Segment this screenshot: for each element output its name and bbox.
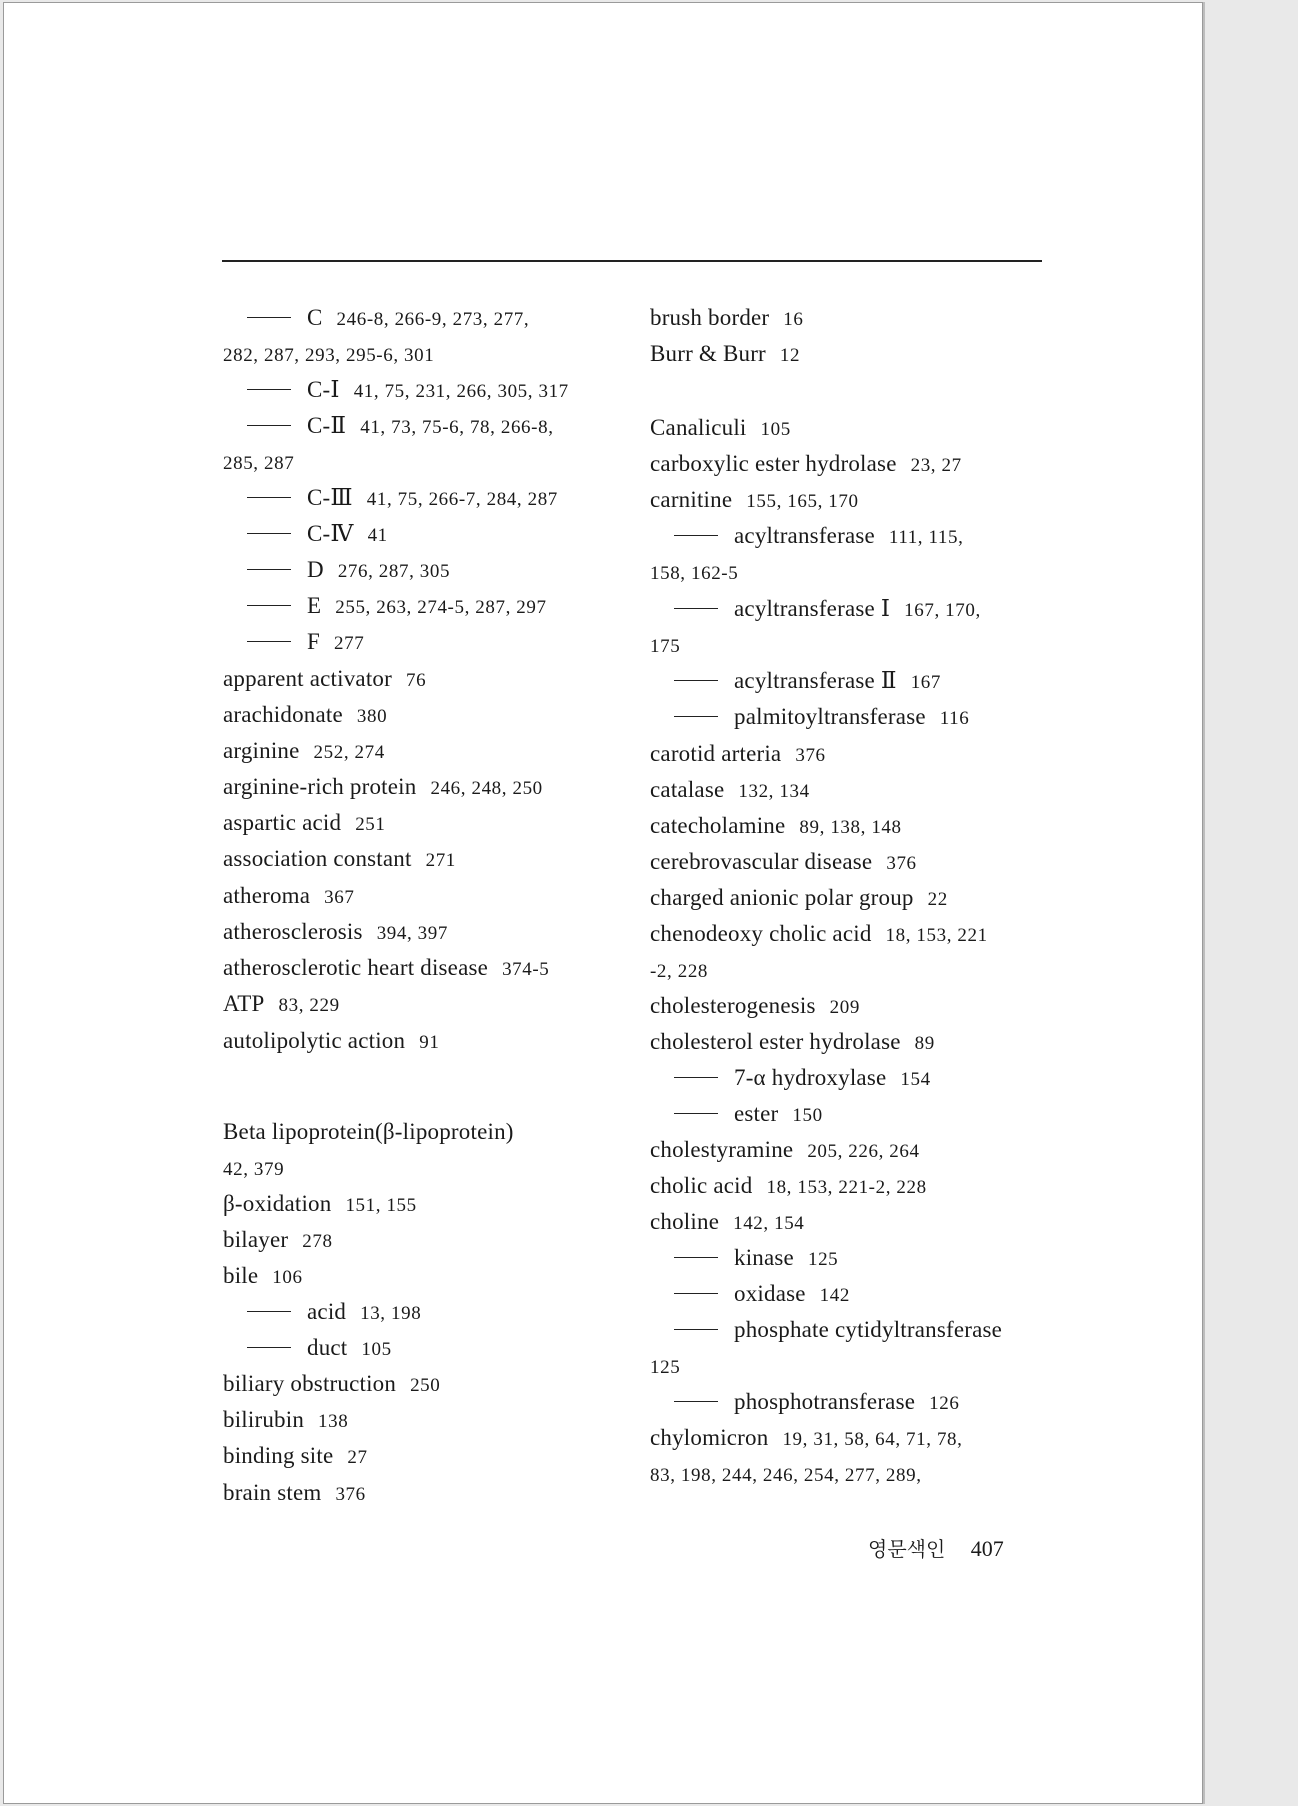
page-references: -2, 228: [650, 961, 709, 982]
footer-section-title: 영문색인: [868, 1537, 946, 1561]
page-references: 12: [779, 345, 801, 366]
index-term: 7-α hydroxylase: [734, 1065, 887, 1090]
page-references: 367: [324, 887, 355, 908]
index-entry: [650, 741, 826, 769]
index-term: C-Ⅳ: [307, 521, 354, 546]
index-term: Beta lipoprotein(β-lipoprotein): [223, 1119, 514, 1144]
index-page: [3, 2, 1203, 1804]
page-references: 41, 75, 266-7, 284, 287: [366, 489, 558, 510]
page-references: 394, 397: [376, 923, 448, 944]
index-subentry: [223, 1299, 421, 1327]
index-subentry: [223, 305, 529, 333]
repeat-dash: [674, 716, 718, 717]
index-entry: [650, 451, 962, 479]
repeat-dash: [674, 680, 718, 681]
page-references: 151, 155: [345, 1195, 417, 1216]
index-term: kinase: [734, 1245, 794, 1270]
index-entry: [650, 415, 791, 443]
index-term: charged anionic polar group: [650, 885, 914, 910]
page-references: 105: [760, 419, 791, 440]
index-term: phosphotransferase: [734, 1389, 916, 1414]
page-references: 19, 31, 58, 64, 71, 78,: [782, 1429, 963, 1450]
repeat-dash: [247, 641, 291, 642]
repeat-dash: [674, 608, 718, 609]
page-references: 41, 73, 75-6, 78, 266-8,: [360, 417, 554, 438]
index-subentry: [650, 1389, 959, 1417]
page-references: 27: [347, 1447, 368, 1468]
index-entry: [650, 813, 902, 841]
index-term: autolipolytic action: [223, 1028, 406, 1053]
index-subentry: [650, 1065, 931, 1093]
index-entry: [650, 341, 800, 369]
repeat-dash: [247, 497, 291, 498]
page-references: 155, 165, 170: [746, 491, 859, 512]
index-term: F: [307, 629, 320, 654]
page-references: 142: [819, 1285, 850, 1306]
index-term: β-oxidation: [223, 1191, 332, 1216]
index-subentry: [650, 1101, 823, 1129]
index-term: chylomicron: [650, 1425, 769, 1450]
page-references: 374-5: [502, 959, 550, 980]
index-entry: [223, 955, 549, 983]
page-references: 42, 379: [223, 1159, 285, 1180]
index-term: Burr & Burr: [650, 341, 766, 366]
index-subentry: [650, 596, 981, 624]
index-continuation: [223, 449, 294, 477]
index-entry: [223, 1028, 439, 1056]
index-term: palmitoyltransferase: [734, 704, 926, 729]
repeat-dash: [247, 1347, 291, 1348]
index-entry: [223, 1371, 440, 1399]
index-term: atheroma: [223, 883, 311, 908]
index-term: D: [307, 557, 324, 582]
page-references: 209: [829, 997, 860, 1018]
index-term: atherosclerosis: [223, 919, 363, 944]
page-references: 13, 198: [360, 1303, 422, 1324]
repeat-dash: [674, 1257, 718, 1258]
index-term: C-Ⅰ: [307, 377, 340, 402]
index-subentry: [223, 593, 547, 621]
repeat-dash: [674, 1293, 718, 1294]
index-entry: [223, 702, 387, 730]
index-term: chenodeoxy cholic acid: [650, 921, 872, 946]
page-references: 376: [335, 1484, 366, 1505]
page-references: 111, 115,: [888, 527, 964, 548]
index-entry: [650, 849, 917, 877]
index-term: ester: [734, 1101, 779, 1126]
page-references: 18, 153, 221-2, 228: [766, 1177, 927, 1198]
index-term: duct: [307, 1335, 348, 1360]
page-references: 175: [650, 636, 681, 657]
index-term: cholesterogenesis: [650, 993, 816, 1018]
page-references: 41, 75, 231, 266, 305, 317: [353, 381, 569, 402]
header-rule: [222, 260, 1042, 262]
index-entry: [650, 993, 860, 1021]
page-references: 158, 162-5: [650, 563, 739, 584]
page-references: 23, 27: [910, 455, 962, 476]
index-subentry: [223, 557, 450, 585]
repeat-dash: [674, 1329, 718, 1330]
page-references: 282, 287, 293, 295-6, 301: [223, 345, 435, 366]
page-references: 277: [334, 633, 365, 654]
page-references: 132, 134: [738, 781, 810, 802]
index-term: catecholamine: [650, 813, 786, 838]
index-term: brain stem: [223, 1480, 322, 1505]
page-references: 250: [410, 1375, 441, 1396]
index-subentry: [650, 1281, 850, 1309]
repeat-dash: [247, 533, 291, 534]
index-subentry: [650, 1317, 1016, 1345]
index-term: carotid arteria: [650, 741, 782, 766]
index-term: bilirubin: [223, 1407, 305, 1432]
index-term: acyltransferase Ⅰ: [734, 596, 891, 621]
page-references: 271: [425, 850, 456, 871]
index-entry: [650, 305, 804, 333]
index-entry: [650, 1029, 935, 1057]
index-entry: [650, 777, 810, 805]
page-references: 18, 153, 221: [885, 925, 988, 946]
page-references: 126: [929, 1393, 960, 1414]
index-entry: [223, 846, 456, 874]
repeat-dash: [674, 1401, 718, 1402]
index-entry: [650, 885, 948, 913]
index-term: cerebrovascular disease: [650, 849, 873, 874]
index-term: bile: [223, 1263, 259, 1288]
index-term: C: [307, 305, 323, 330]
index-term: cholestyramine: [650, 1137, 794, 1162]
index-entry: [650, 921, 988, 949]
index-subentry: [650, 668, 941, 696]
index-subentry: [223, 413, 554, 441]
index-term: bilayer: [223, 1227, 289, 1252]
index-term: C-Ⅱ: [307, 413, 347, 438]
index-term: association constant: [223, 846, 412, 871]
page-references: 89: [914, 1033, 935, 1054]
index-entry: [223, 666, 426, 694]
page-references: 205, 226, 264: [807, 1141, 920, 1162]
index-term: carnitine: [650, 487, 733, 512]
index-subentry: [223, 521, 388, 549]
index-entry: [223, 1227, 333, 1255]
page-references: 276, 287, 305: [337, 561, 451, 582]
index-continuation: [650, 632, 680, 660]
index-term: acyltransferase Ⅱ: [734, 668, 897, 693]
page-references: 380: [356, 706, 388, 727]
index-term: choline: [650, 1209, 720, 1234]
index-term: phosphate cytidyltransferase: [734, 1317, 1003, 1342]
page-references: 167: [910, 672, 942, 693]
index-term: ATP: [223, 991, 265, 1016]
index-continuation: [650, 1353, 680, 1381]
index-entry: [223, 1480, 366, 1508]
index-term: catalase: [650, 777, 725, 802]
repeat-dash: [247, 605, 291, 606]
page-references: 83, 198, 244, 246, 254, 277, 289,: [650, 1465, 922, 1486]
index-term: arachidonate: [223, 702, 343, 727]
index-continuation: [223, 341, 434, 369]
page-references: 83, 229: [278, 995, 340, 1016]
index-term: brush border: [650, 305, 770, 330]
page-references: 154: [900, 1069, 931, 1090]
page-references: 76: [405, 670, 427, 691]
repeat-dash: [247, 317, 291, 318]
index-continuation: [650, 559, 738, 587]
page-references: 167, 170,: [904, 600, 981, 621]
index-entry: [223, 883, 354, 911]
index-subentry: [223, 485, 558, 513]
index-term: Canaliculi: [650, 415, 747, 440]
index-subentry: [650, 523, 963, 551]
index-entry: [223, 1119, 528, 1147]
index-entry: [650, 1209, 804, 1237]
page-references: 142, 154: [733, 1213, 805, 1234]
index-term: atherosclerotic heart disease: [223, 955, 489, 980]
index-term: biliary obstruction: [223, 1371, 397, 1396]
index-term: acid: [307, 1299, 347, 1324]
index-term: aspartic acid: [223, 810, 342, 835]
page-references: 125: [807, 1249, 839, 1270]
repeat-dash: [247, 569, 291, 570]
repeat-dash: [247, 425, 291, 426]
index-continuation: [650, 957, 708, 985]
index-entry: [650, 1173, 927, 1201]
index-entry: [223, 919, 448, 947]
repeat-dash: [247, 1311, 291, 1312]
page-references: 150: [792, 1105, 823, 1126]
index-entry: [223, 810, 386, 838]
page-references: 376: [886, 853, 917, 874]
index-term: C-Ⅲ: [307, 485, 353, 510]
index-entry: [223, 1443, 368, 1471]
index-entry: [223, 1407, 348, 1435]
index-entry: [650, 1137, 920, 1165]
page-references: 376: [795, 745, 826, 766]
index-entry: [650, 1425, 963, 1453]
page-references: 285, 287: [223, 453, 295, 474]
page-references: 125: [650, 1357, 681, 1378]
repeat-dash: [247, 389, 291, 390]
index-term: E: [307, 593, 322, 618]
page-references: 91: [419, 1032, 440, 1053]
page-references: 16: [783, 309, 804, 330]
repeat-dash: [674, 1077, 718, 1078]
index-term: arginine: [223, 738, 300, 763]
page-references: 252, 274: [313, 742, 385, 763]
index-entry: [223, 774, 543, 802]
repeat-dash: [674, 1113, 718, 1114]
page-references: 278: [302, 1231, 333, 1252]
index-subentry: [223, 629, 364, 657]
index-continuation: [650, 1461, 922, 1489]
index-term: cholic acid: [650, 1173, 753, 1198]
index-subentry: [223, 1335, 392, 1363]
page-references: 255, 263, 274-5, 287, 297: [335, 597, 547, 618]
index-entry: [650, 487, 859, 515]
index-entry: [223, 1263, 303, 1291]
index-term: apparent activator: [223, 666, 392, 691]
page-references: 246-8, 266-9, 273, 277,: [336, 309, 530, 330]
index-entry: [223, 1191, 417, 1219]
page-references: 116: [939, 708, 970, 729]
page-references: 89, 138, 148: [799, 817, 902, 838]
page-references: 138: [318, 1411, 349, 1432]
index-subentry: [223, 377, 569, 405]
index-term: arginine-rich protein: [223, 774, 417, 799]
page-references: 251: [355, 814, 386, 835]
page-references: 105: [361, 1339, 392, 1360]
index-term: oxidase: [734, 1281, 806, 1306]
index-term: binding site: [223, 1443, 334, 1468]
page-references: 106: [272, 1267, 303, 1288]
page-number: 407: [970, 1536, 1004, 1561]
page-references: 41: [367, 525, 388, 546]
index-continuation: [223, 1155, 284, 1183]
page-footer: [868, 1533, 1004, 1562]
index-subentry: [650, 1245, 838, 1273]
repeat-dash: [674, 535, 718, 536]
index-entry: [223, 991, 340, 1019]
index-subentry: [650, 704, 969, 732]
index-term: cholesterol ester hydrolase: [650, 1029, 901, 1054]
index-entry: [223, 738, 385, 766]
index-term: acyltransferase: [734, 523, 875, 548]
index-term: carboxylic ester hydrolase: [650, 451, 897, 476]
page-references: 246, 248, 250: [430, 778, 543, 799]
page-references: 22: [927, 889, 948, 910]
